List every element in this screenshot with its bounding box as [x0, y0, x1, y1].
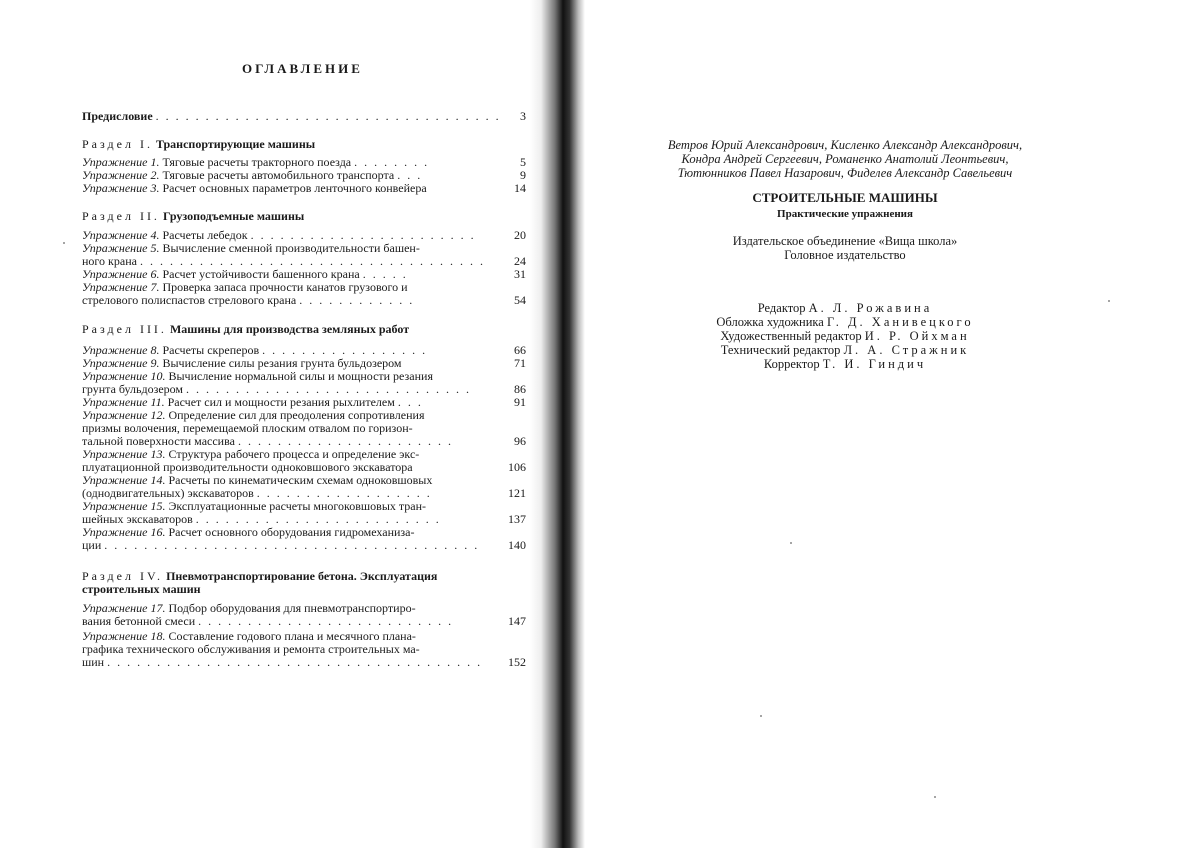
toc-entry: Упражнение 3. Расчет основных параметров ленточного конвейера — [82, 181, 427, 195]
toc-entry: Упражнение 2. Тяговые расчеты автомобильного транспорта . . . — [82, 168, 423, 182]
book-title: СТРОИТЕЛЬНЫЕ МАШИНЫ — [752, 190, 938, 205]
toc-entry: Упражнение 15. Эксплуатационные расчеты многоковшовых тран- — [82, 499, 427, 513]
toc-section-heading-continued: строительных машин — [82, 582, 201, 596]
toc-entry: Упражнение 12. Определение сил для преодоления сопротивления — [82, 408, 425, 422]
toc-section-heading: Раздел III. Машины для производства земляных работ — [82, 322, 410, 336]
toc-entry-continued: плуатационной производительности одноковшового экскаватора — [82, 460, 413, 474]
toc-entry-continued: шейных экскаваторов . . . . . . . . . . . . . . . . . . . . . . . . . — [82, 512, 441, 526]
credit-line: Обложка художника Г. Д. Ханивецкого — [716, 315, 974, 329]
toc-page-number: 54 — [514, 293, 526, 307]
toc-page-number: 137 — [508, 512, 526, 526]
toc-page-number: 31 — [514, 267, 526, 281]
toc-entry-continued: вания бетонной смеси . . . . . . . . . . . . . . . . . . . . . . . . . . — [82, 614, 454, 628]
toc-entry: Упражнение 14. Расчеты по кинематическим схемам одноковшовых — [82, 473, 433, 487]
authors-line: Тютюнников Павел Назарович, Фиделев Александр Савельевич — [677, 166, 1013, 180]
credit-line: Корректор Т. И. Гиндич — [763, 357, 927, 371]
credit-line: Художественный редактор И. Р. Ойхман — [720, 329, 970, 343]
toc-entry: Упражнение 11. Расчет сил и мощности резания рыхлителем . . . — [82, 395, 423, 409]
toc-preface-label: Предисловие — [82, 109, 153, 123]
toc-entry: Упражнение 1. Тяговые расчеты тракторного поезда . . . . . . . . — [82, 155, 430, 169]
toc-entry: Упражнение 5. Вычисление сменной производительности башен- — [82, 241, 420, 255]
publisher-name: Издательское объединение «Вища школа» — [732, 234, 958, 248]
toc-entry-continued: тальной поверхности массива . . . . . . . . . . . . . . . . . . . . . . — [82, 434, 453, 448]
toc-preface — [82, 110, 522, 124]
authors-line: Ветров Юрий Александрович, Кисленко Александр Александрович, — [667, 138, 1023, 152]
scan-speck — [760, 715, 762, 717]
toc-entry: Упражнение 9. Вычисление силы резания грунта бульдозером — [82, 356, 402, 370]
toc-page-number: 24 — [514, 254, 526, 268]
toc-page-number: 106 — [508, 460, 526, 474]
toc-page-number: 96 — [514, 434, 526, 448]
toc-page-number: 20 — [514, 228, 526, 242]
toc-page-number: 140 — [508, 538, 526, 552]
toc-entry-continued: стрелового полиспастов стрелового крана . . . . . . . . . . . . — [82, 293, 415, 307]
toc-entry-continued: ного крана . . . . . . . . . . . . . . . . . . . . . . . . . . . . . . . . . . . — [82, 254, 485, 268]
scan-speck — [63, 242, 65, 244]
toc-page-number: 147 — [508, 614, 526, 628]
toc-entry: Упражнение 4. Расчеты лебедок . . . . . . . . . . . . . . . . . . . . . . . — [82, 228, 476, 242]
scan-speck — [790, 542, 792, 544]
toc-entry: Упражнение 8. Расчеты скреперов . . . . . . . . . . . . . . . . . — [82, 343, 428, 357]
credit-line: Технический редактор Л. А. Стражник — [720, 343, 970, 357]
toc-page-number: 14 — [514, 181, 526, 195]
toc-page-number: 71 — [514, 356, 526, 370]
scan-speck — [934, 796, 936, 798]
scan-speck — [1108, 300, 1110, 302]
book-gutter — [530, 0, 585, 848]
toc-entry-continued: шин . . . . . . . . . . . . . . . . . . . . . . . . . . . . . . . . . . . . . . — [82, 655, 483, 669]
toc-entry-continued: (однодвигательных) экскаваторов . . . . . . . . . . . . . . . . . . — [82, 486, 432, 500]
toc-entry: Упражнение 18. Составление годового плана и месячного плана- — [82, 629, 416, 643]
toc-page-number: 121 — [508, 486, 526, 500]
toc-entry-continued: ции . . . . . . . . . . . . . . . . . . . . . . . . . . . . . . . . . . . . . . — [82, 538, 480, 552]
toc-page-number: 9 — [520, 168, 526, 182]
toc-entry: Упражнение 13. Структура рабочего процесса и определение экс- — [82, 447, 420, 461]
toc-entry: Упражнение 17. Подбор оборудования для пневмотранспортиро- — [82, 601, 416, 615]
toc-entry-continued: графика технического обслуживания и ремонта строительных ма- — [82, 642, 420, 656]
toc-entry-continued: призмы волочения, перемещаемой плоским отвалом по горизон- — [82, 421, 413, 435]
toc-section-heading: Раздел IV. Пневмотранспортирование бетона. Эксплуатация — [82, 569, 438, 583]
toc-page-number: 5 — [520, 155, 526, 169]
publisher-name-2: Головное издательство — [784, 248, 906, 262]
dot-leader: . . . . . . . . . . . . . . . . . . . . . . . . . . . . . . . . . . . — [155, 109, 501, 123]
toc-entry-continued: грунта бульдозером . . . . . . . . . . . . . . . . . . . . . . . . . . . . . — [82, 382, 472, 396]
toc-section-heading: Раздел I. Транспортирующие машины — [82, 137, 316, 151]
toc-page-number: 86 — [514, 382, 526, 396]
toc-entry: Упражнение 7. Проверка запаса прочности канатов грузового и — [82, 280, 408, 294]
toc-section-heading: Раздел II. Грузоподъемные машины — [82, 209, 305, 223]
toc-page-number: 66 — [514, 343, 526, 357]
book-subtitle: Практические упражнения — [777, 208, 913, 220]
imprint-page — [600, 0, 1200, 848]
toc-entry: Упражнение 16. Расчет основного оборудования гидромеханиза- — [82, 525, 415, 539]
toc-page-number: 91 — [514, 395, 526, 409]
toc-page-number: 3 — [520, 109, 526, 123]
toc-page-number: 152 — [508, 655, 526, 669]
toc-title: ОГЛАВЛЕНИЕ — [242, 61, 363, 76]
authors-line: Кондра Андрей Сергеевич, Романенко Анатолий Леонтьевич, — [681, 152, 1009, 166]
toc-entry: Упражнение 10. Вычисление нормальной силы и мощности резания — [82, 369, 433, 383]
credit-line: Редактор А. Л. Рожавина — [757, 301, 933, 315]
toc-entry: Упражнение 6. Расчет устойчивости башенного крана . . . . . — [82, 267, 408, 281]
toc-page — [82, 0, 530, 848]
